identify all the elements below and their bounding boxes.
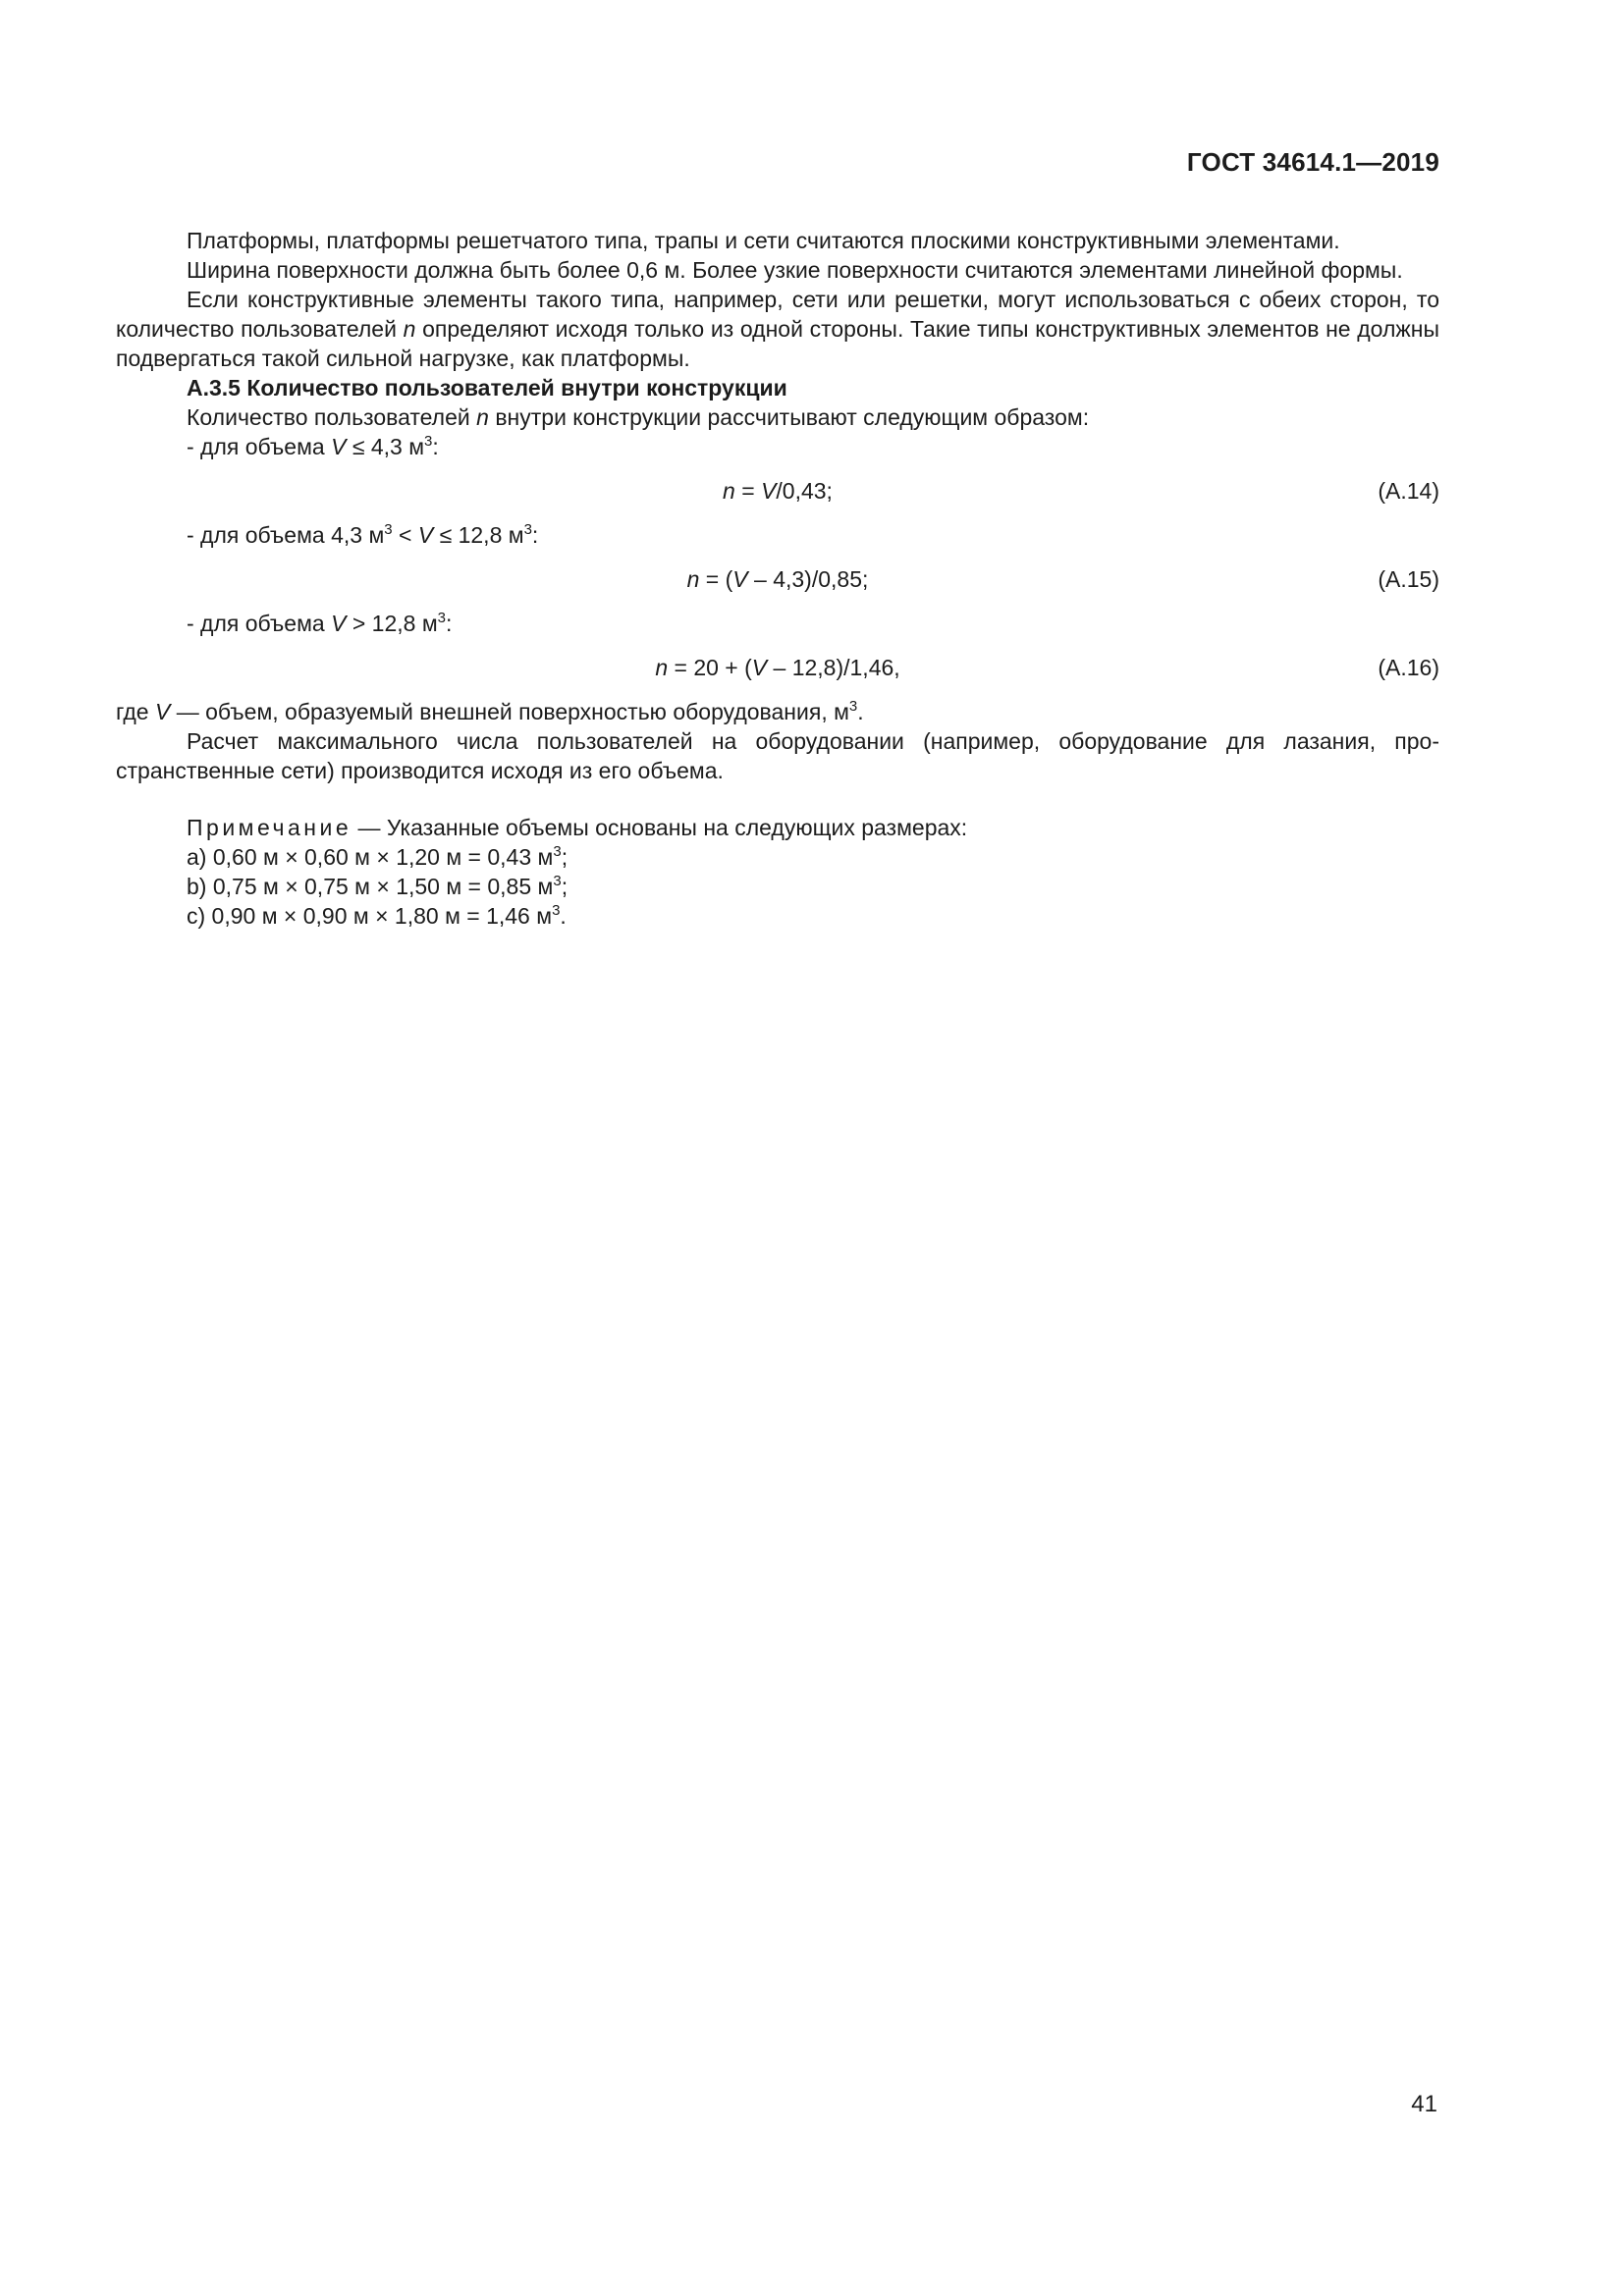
equation-number: (А.16) [1378, 655, 1439, 680]
equation-number: (А.14) [1378, 478, 1439, 504]
superscript: 3 [553, 873, 562, 889]
superscript: 3 [424, 433, 433, 450]
superscript: 3 [437, 610, 446, 626]
section-intro-part1: Количество пользователей [187, 404, 470, 430]
equation-number: (А.15) [1378, 566, 1439, 592]
case-label: - для объема V > 12,8 $м^3$: [187, 610, 453, 636]
formula: n = 20 + (V – 12,8)/1,46, [655, 655, 900, 680]
case-label: - для объема V ≤ 4,3 $м^3$: [187, 433, 439, 459]
paragraph-max-users-line2: странственные сети) производится исходя из его объема. [116, 758, 724, 783]
where-prefix: где [116, 699, 149, 724]
section-intro-part2: внутри конструкции рассчитывают следующим образом: [495, 404, 1090, 430]
section-intro [116, 402, 1439, 432]
superscript: 3 [848, 698, 858, 715]
paragraph-both-sides [116, 285, 1439, 373]
formula-row [116, 461, 1439, 520]
note-block [116, 813, 1439, 931]
note-item: b) 0,75 м × 0,75 м × 1,50 м = 0,85 $м^3$; [187, 873, 568, 899]
note-item: c) 0,90 м × 0,90 м × 1,80 м = 1,46 $м^3$. [187, 902, 567, 929]
paragraph-surface-width: Ширина поверхности должна быть более 0,6 м. Более узкие поверхности считаются элементами линейной формы. [187, 257, 1403, 283]
document-header: ГОСТ 34614.1—2019 [1186, 147, 1439, 177]
superscript: 3 [384, 521, 393, 538]
where-end: . [857, 699, 864, 724]
superscript: 3 [553, 843, 562, 860]
variable-n: n [403, 316, 416, 342]
paragraph-both-sides-part2: определяют исходя только из одной стороны. Такие типы конструктивных элементов не должны подвергаться такой сильной нагрузке, как платформы. [116, 316, 1440, 371]
formula: n = V/0,43; [723, 478, 833, 504]
superscript: 3 [552, 902, 561, 919]
document-body [116, 226, 1439, 931]
paragraph-platforms: Платформы, платформы решетчатого типа, трапы и сети считаются плоскими конструктивными элементами. [187, 228, 1340, 253]
variable-n: n [476, 404, 489, 430]
formula-row [116, 638, 1439, 697]
variable-v: V [154, 699, 171, 724]
where-clause [116, 697, 1439, 726]
paragraph-max-users-line1: Расчет максимального числа пользователей на оборудовании (например, оборудование для лазания, про- [187, 728, 1439, 754]
page-number: 41 [1411, 2091, 1437, 2117]
paragraph-both-sides-part1: Если конструктивные элементы такого типа, например, сети или решетки, могут использоваться с обеих сторон, то количество пользователей [116, 287, 1439, 342]
where-text: — объем, образуемый внешней поверхностью оборудования, м [176, 699, 849, 724]
note-item: a) 0,60 м × 0,60 м × 1,20 м = 0,43 $м^3$; [187, 843, 568, 870]
note-heading [187, 813, 1439, 842]
formula-row [116, 550, 1439, 609]
case-label: - для объема 4,3 $м^3 < V \le 12,8$ $м^3$: [187, 521, 539, 548]
note-text: — Указанные объемы основаны на следующих размерах: [352, 815, 968, 840]
note-label: Примечание [187, 815, 352, 840]
formula: n = (V – 4,3)/0,85; [686, 566, 869, 592]
superscript: 3 [523, 521, 532, 538]
section-heading: А.3.5 Количество пользователей внутри конструкции [187, 375, 787, 400]
